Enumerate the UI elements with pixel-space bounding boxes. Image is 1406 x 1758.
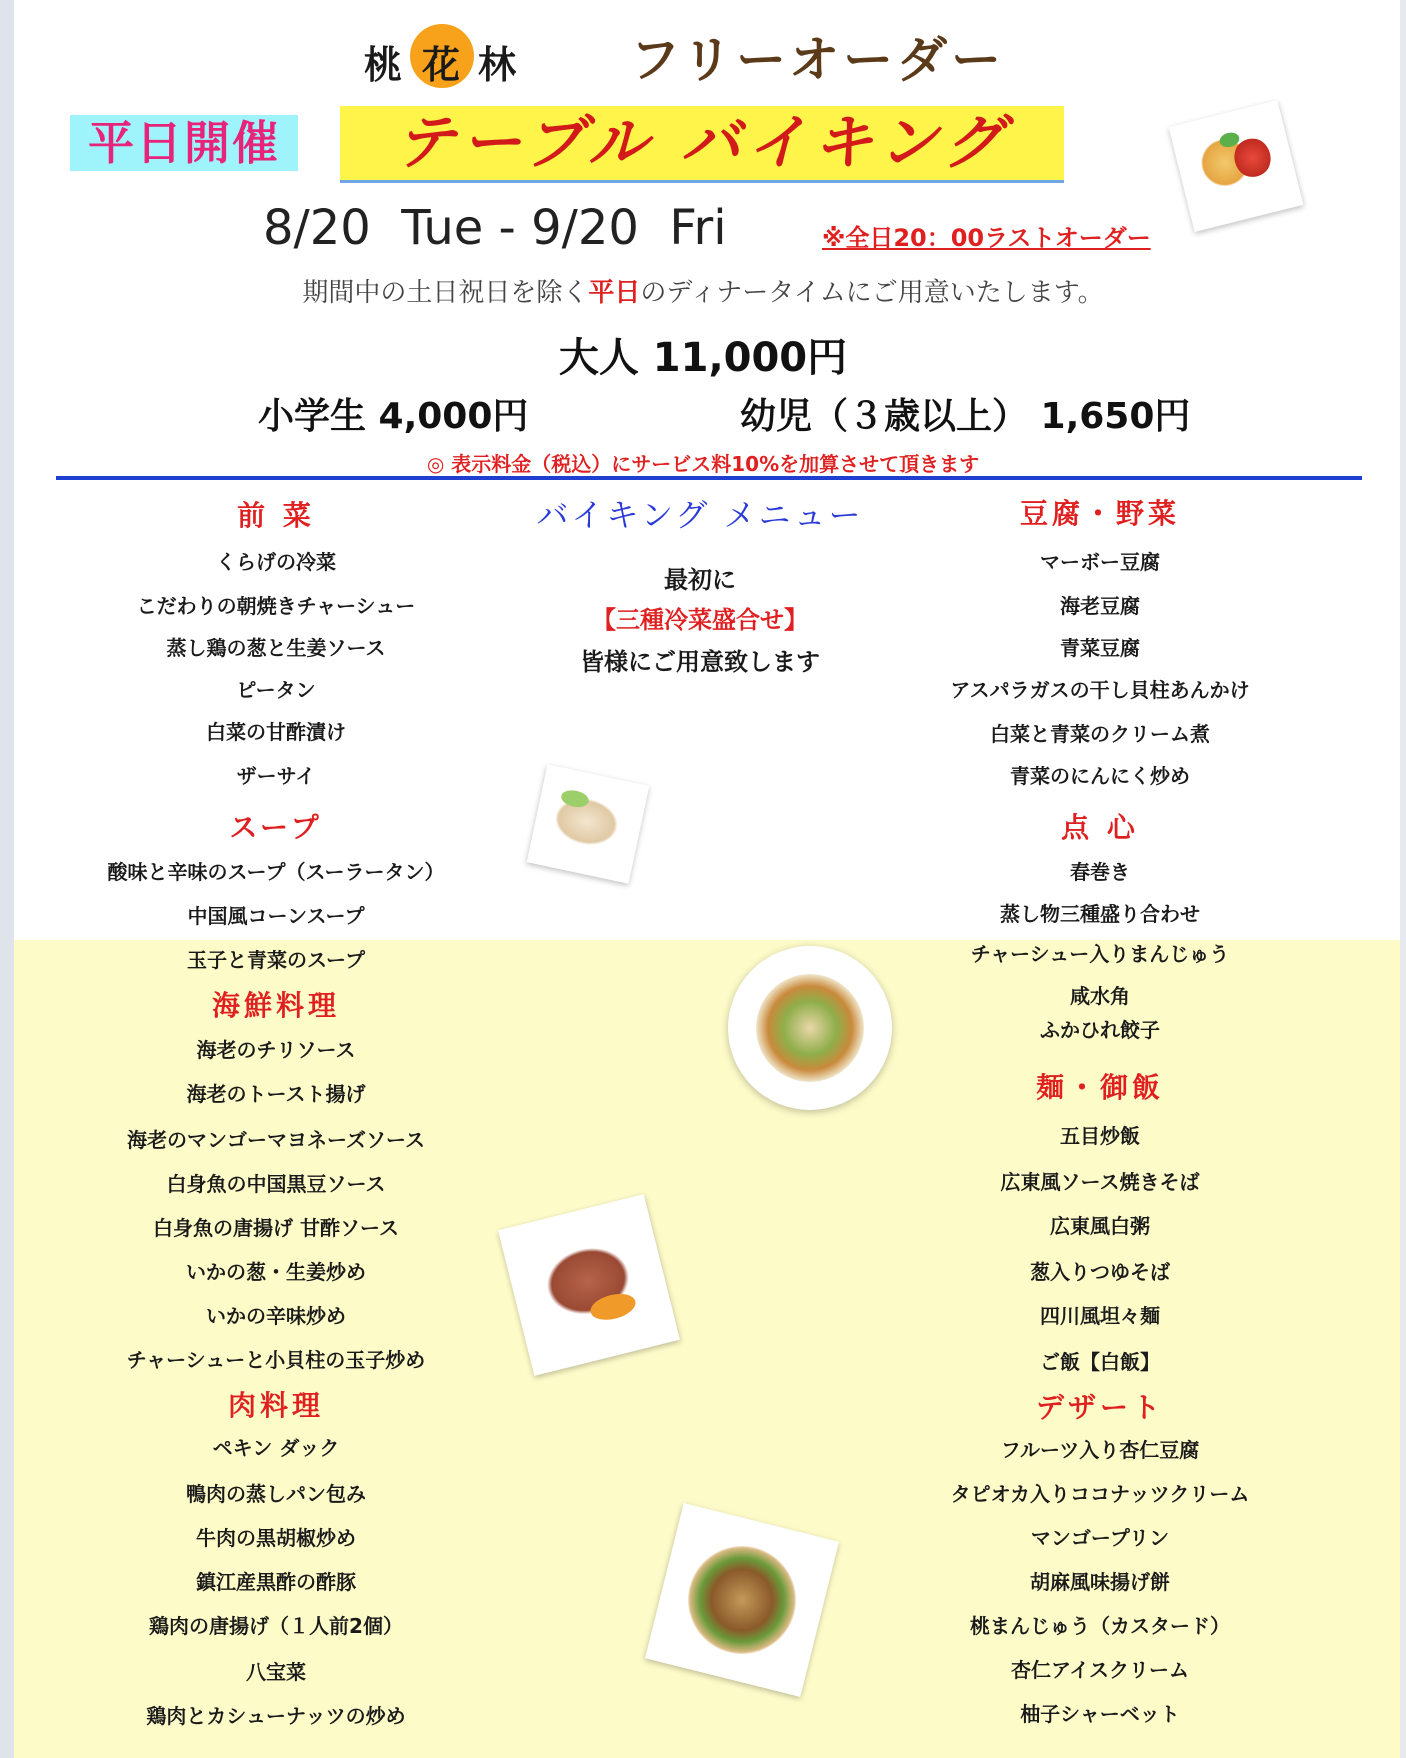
section-title-soup: スープ [229, 811, 323, 844]
buffet-menu-title: バイキング メニュー [536, 496, 864, 534]
menu-item: 四川風坦々麺 [1040, 1304, 1160, 1328]
stirfry-plate-photo [728, 946, 892, 1110]
menu-item: タピオカ入りココナッツクリーム [950, 1482, 1250, 1506]
menu-item: 柚子シャーベット [1020, 1702, 1180, 1726]
logo-char-1: 桃 [364, 42, 403, 87]
logo-char-3: 林 [478, 42, 517, 87]
menu-item: 咸水角 [1070, 984, 1130, 1008]
section-title-noodles-rice: 麺・御飯 [1035, 1071, 1164, 1104]
menu-item: マーボー豆腐 [1040, 550, 1160, 574]
right-border [1400, 0, 1406, 1758]
menu-item: 白菜と青菜のクリーム煮 [990, 722, 1210, 746]
menu-item: 白身魚の中国黒豆ソース [166, 1172, 386, 1196]
menu-item: 広東風ソース焼きそば [1000, 1170, 1200, 1194]
chicken-dish-photo [527, 764, 650, 883]
menu-item: いかの葱・生姜炒め [186, 1260, 366, 1284]
intro-line-3: 皆様にご用意致します [580, 648, 820, 676]
left-menu-column [80, 0, 472, 1758]
menu-item: ご飯【白飯】 [1040, 1350, 1160, 1374]
section-title-appetizers: 前 菜 [237, 499, 315, 532]
menu-item: 白菜の甘酢漬け [206, 720, 346, 744]
right-menu-column [920, 0, 1280, 1758]
menu-item: 春巻き [1070, 860, 1130, 884]
free-order-title: フリーオーダー [630, 30, 1005, 89]
menu-item: 胡麻風味揚げ餅 [1030, 1570, 1170, 1594]
section-title-dim-sum: 点 心 [1061, 811, 1139, 844]
menu-item: ザーサイ [236, 764, 316, 788]
menu-item: 海老のマンゴーマヨネーズソース [127, 1128, 425, 1152]
menu-item: 鶏肉とカシューナッツの炒め [146, 1704, 406, 1728]
period-dates: 8/20 Tue - 9/20 Fri [263, 200, 727, 256]
menu-item: 蒸し鶏の葱と生姜ソース [166, 636, 386, 660]
menu-item: アスパラガスの干し貝柱あんかけ [950, 678, 1250, 702]
menu-item: 海老のチリソース [196, 1038, 356, 1062]
menu-item: こだわりの朝焼きチャーシュー [136, 594, 416, 618]
dinner-note-post: のディナータイムにご用意いたします。 [640, 278, 1104, 308]
menu-item: 中国風コーンスープ [187, 904, 365, 928]
menu-item: 鎮江産黒酢の酢豚 [196, 1570, 356, 1594]
menu-item: 葱入りつゆそば [1030, 1260, 1170, 1284]
menu-item: 牛肉の黒胡椒炒め [196, 1526, 356, 1550]
menu-item: 海老豆腐 [1060, 594, 1140, 618]
middle-column [520, 0, 880, 1758]
section-title-meat: 肉料理 [227, 1389, 324, 1422]
menu-item: 玉子と青菜のスープ [187, 948, 365, 972]
menu-item: チャーシュー入りまんじゅう [970, 942, 1230, 966]
menu-item: 海老のトースト揚げ [186, 1082, 366, 1106]
menu-item: ふかひれ餃子 [1040, 1018, 1160, 1042]
menu-item: ペキン ダック [212, 1436, 340, 1460]
service-charge-note: ◎ 表示料金（税込）にサービス料10%を加算させて頂きます [426, 452, 980, 476]
menu-item: 八宝菜 [246, 1660, 306, 1684]
menu-item: 青菜豆腐 [1060, 636, 1140, 660]
intro-line-2: 【三種冷菜盛合せ】 [592, 606, 808, 634]
adult-price: 大人 11,000円 [558, 335, 848, 381]
menu-item: 蒸し物三種盛り合わせ [1000, 902, 1200, 926]
last-order-note: ※全日20：00ラストオーダー [822, 224, 1151, 252]
menu-item: 酸味と辛味のスープ（スーラータン） [107, 860, 445, 884]
menu-item: 五目炒飯 [1060, 1124, 1140, 1148]
dinner-note-highlight: 平日 [588, 278, 641, 308]
menu-item: フルーツ入り杏仁豆腐 [1000, 1438, 1200, 1462]
menu-item: いかの辛味炒め [206, 1304, 346, 1328]
menu-item: 白身魚の唐揚げ 甘酢ソース [153, 1216, 399, 1240]
infant-price: 幼児（３歳以上） 1,650円 [740, 396, 1191, 437]
menu-item: 青菜のにんにく炒め [1010, 764, 1190, 788]
section-title-dessert: デザート [1035, 1391, 1164, 1424]
logo-char-2: 花 [422, 42, 461, 87]
menu-item: ピータン [236, 678, 316, 702]
dinner-note-pre: 期間中の土日祝日を除く [302, 278, 589, 308]
menu-item: 広東風白粥 [1050, 1214, 1150, 1238]
intro-line-1: 最初に [664, 566, 736, 594]
menu-item: くらげの冷菜 [216, 550, 336, 574]
menu-item: 鶏肉の唐揚げ（１人前2個） [149, 1614, 403, 1638]
menu-item: チャーシューと小貝柱の玉子炒め [126, 1348, 426, 1372]
menu-item: マンゴープリン [1030, 1526, 1170, 1550]
section-title-tofu-vegetables: 豆腐・野菜 [1019, 497, 1180, 530]
left-border [0, 0, 14, 1758]
weekday-label: 平日開催 [70, 115, 298, 171]
menu-item: 鴨肉の蒸しパン包み [186, 1482, 366, 1506]
menu-item: 桃まんじゅう（カスタード） [970, 1614, 1230, 1638]
buffet-title: テーブル バイキング [395, 108, 1009, 178]
menu-item: 杏仁アイスクリーム [1011, 1658, 1189, 1682]
child-price: 小学生 4,000円 [258, 396, 529, 437]
section-title-seafood: 海鮮料理 [211, 989, 340, 1022]
